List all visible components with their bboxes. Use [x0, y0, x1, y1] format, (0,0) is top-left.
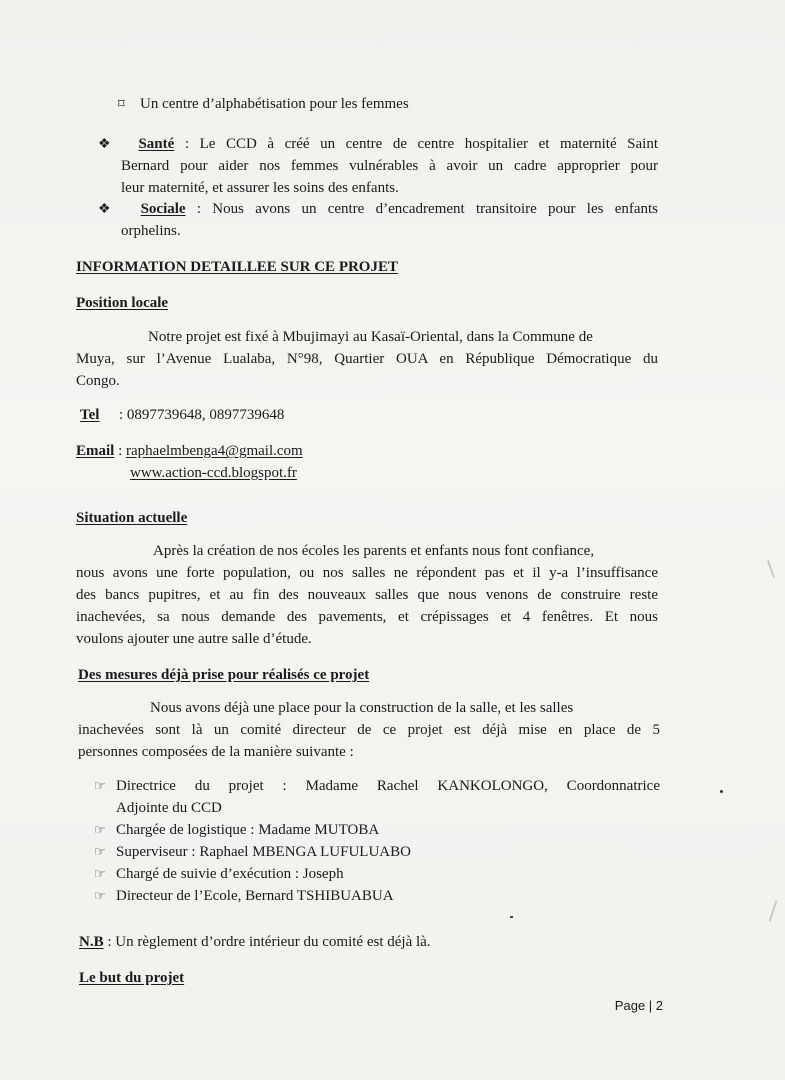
pointing-hand-icon: ☞ [94, 778, 106, 793]
health-label: Santé [138, 136, 175, 152]
situation-heading: Situation actuelle [76, 510, 188, 526]
position-line1: Notre projet est fixé à Mbujimayi au Kasaï-Oriental, dans la Commune de [148, 329, 593, 345]
email-line: Email : raphaelmbenga4@gmail.com [76, 443, 303, 459]
pointing-hand-icon: ☞ [94, 822, 106, 837]
position-line3: Congo. [76, 373, 120, 389]
health-paragraph-line3: leur maternité, et assurer les soins des enfants. [121, 180, 399, 196]
square-bullet-icon: ⌑ [118, 96, 125, 111]
scan-speck [720, 790, 723, 793]
situation-line1: Après la création de nos écoles les parents et enfants nous font confiance, [153, 543, 595, 559]
social-label: Sociale [140, 201, 186, 217]
page-number: Page | 2 [614, 998, 663, 1013]
scan-speck [769, 900, 778, 922]
section-title: INFORMATION DETAILLEE SUR CE PROJET [76, 259, 398, 275]
committee-item: ☞ Directrice du projet : Madame Rachel KANKOLONGO, Coordonnatrice [94, 775, 660, 797]
pointing-hand-icon: ☞ [94, 866, 106, 881]
measures-line2: inachevées sont là un comité directeur de ce projet est déjà mise en place de 5 [78, 722, 660, 738]
tel-line [80, 404, 284, 426]
website-link[interactable]: www.action-ccd.blogspot.fr [130, 465, 297, 481]
measures-line3: personnes composées de la manière suivante : [78, 744, 354, 760]
note-line: N.B : Un règlement d’ordre intérieur du comité est déjà là. [79, 934, 431, 950]
committee-item: ☞ Chargée de logistique : Madame MUTOBA [94, 819, 379, 841]
committee-item: ☞ Directeur de l’Ecole, Bernard TSHIBUABUA [94, 885, 394, 907]
position-heading: Position locale [76, 295, 169, 311]
health-paragraph-line2: Bernard pour aider nos femmes vulnérables à avoir un cadre approprier pour [121, 158, 658, 174]
situation-line4: inachevées, sa nous demande des pavements, et crépissages et 4 fenêtres. Et nous [76, 609, 658, 625]
scan-speck [767, 560, 775, 578]
position-line2: Muya, sur l’Avenue Lualaba, N°98, Quartier OUA en République Démocratique du [76, 351, 658, 367]
note-label: N.B [79, 934, 104, 950]
email-link[interactable]: raphaelmbenga4@gmail.com [126, 443, 303, 459]
situation-line5: voulons ajouter une autre salle d’étude. [76, 631, 312, 647]
pointing-hand-icon: ☞ [94, 844, 106, 859]
email-label: Email [76, 443, 115, 459]
diamond-bullet-icon: ❖ [98, 137, 118, 152]
social-paragraph-line1: ❖ Sociale : Nous avons un centre d’encadrement transitoire pour les enfants [98, 201, 659, 217]
list-item: ⌑ Un centre d’alphabétisation pour les femmes [118, 93, 409, 115]
tel-label: Tel [80, 407, 100, 423]
diamond-bullet-icon: ❖ [98, 202, 119, 217]
health-paragraph-line1: ❖ Santé : Le CCD à créé un centre de centre hospitalier et maternité Saint [98, 136, 658, 152]
situation-line2: nous avons une forte population, ou nos salles ne répondent pas et il y-a l’insuffisance [76, 565, 658, 581]
measures-heading: Des mesures déjà prise pour réalisés ce projet [78, 667, 370, 683]
committee-item-continued: Adjointe du CCD [116, 800, 222, 816]
social-paragraph-line2: orphelins. [121, 223, 181, 239]
tel-value: : 0897739648, 0897739648 [118, 407, 285, 423]
committee-item: ☞ Chargé de suivie d’exécution : Joseph [94, 863, 344, 885]
pointing-hand-icon: ☞ [94, 888, 106, 903]
goal-heading: Le but du projet [79, 970, 185, 986]
measures-line1: Nous avons déjà une place pour la construction de la salle, et les salles [150, 700, 574, 716]
scan-speck [510, 916, 513, 918]
committee-item: ☞ Superviseur : Raphael MBENGA LUFULUABO [94, 841, 411, 863]
situation-line3: des bancs pupitres, et au fin des nouveaux salles que nous venons de construire reste [76, 587, 658, 603]
